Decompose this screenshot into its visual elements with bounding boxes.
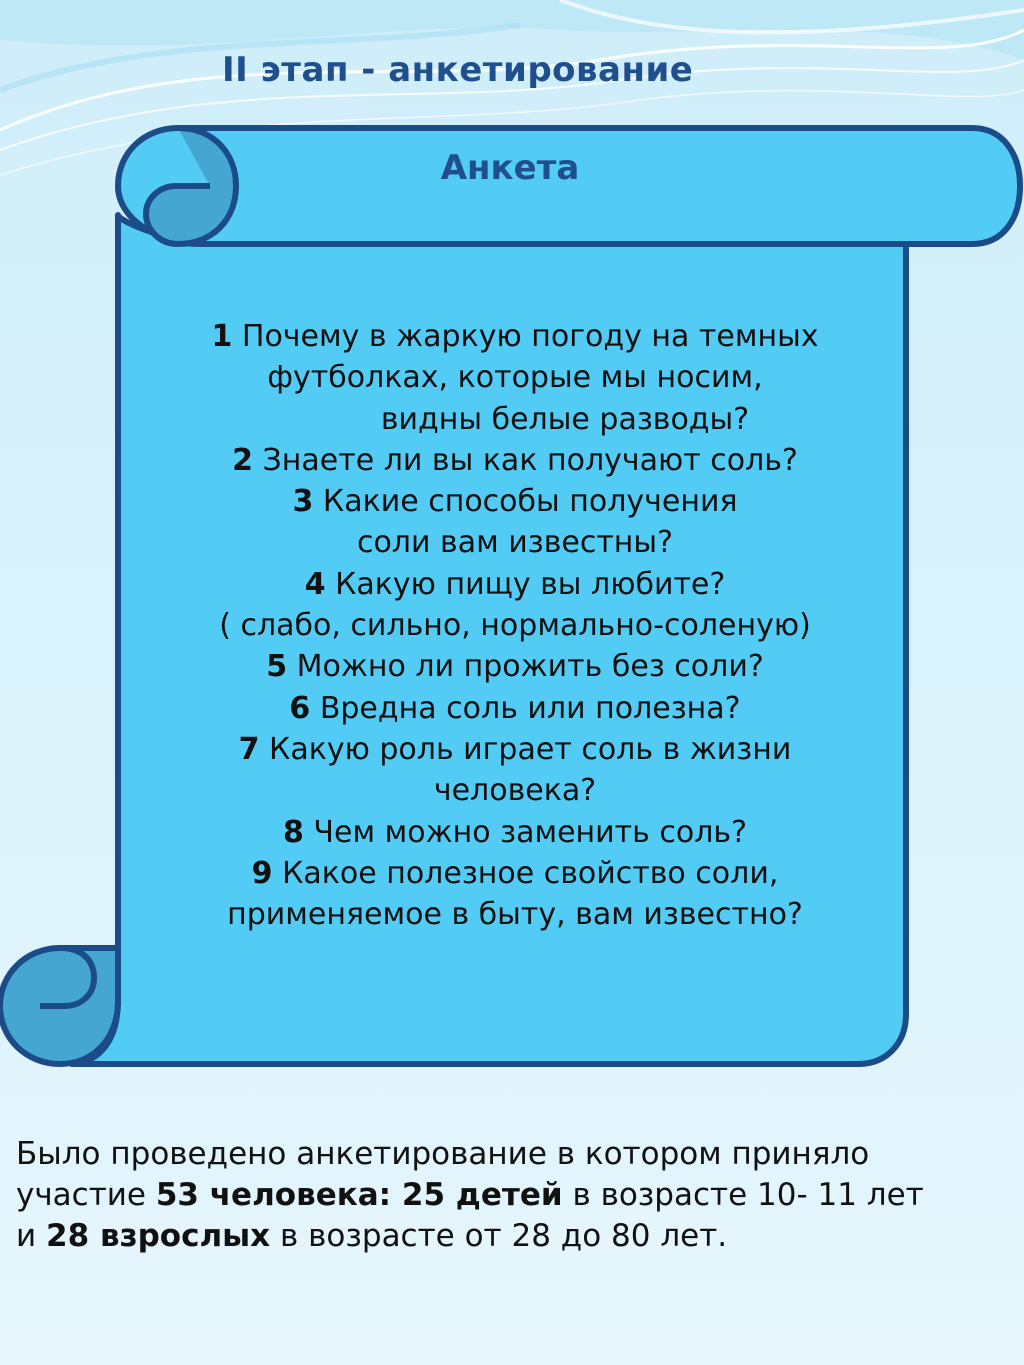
question-text: соли вам известны? [356, 525, 674, 561]
question-number: 5 [266, 649, 288, 685]
summary-text: в возрасте 10- 11 лет [562, 1177, 924, 1213]
question-9 [150, 853, 880, 894]
summary-line-2 [16, 1175, 1016, 1216]
slide-title: II этап - анкетирование [222, 50, 694, 90]
question-text: ( слабо, сильно, нормально-соленую) [219, 608, 811, 644]
question-text: применяемое в быту, вам известно? [227, 897, 803, 933]
summary-text: участие [16, 1177, 156, 1213]
question-text: Какую пищу вы любите? [335, 566, 726, 602]
summary-text: в возрасте от 28 до 80 лет. [270, 1218, 728, 1254]
question-number: 3 [292, 484, 314, 520]
questionnaire-list [150, 316, 880, 935]
question-number: 1 [211, 319, 233, 354]
question-3 [150, 481, 880, 522]
question-text: Знаете ли вы как получают соль? [262, 442, 798, 478]
question-number: 2 [232, 442, 253, 478]
question-number: 7 [238, 731, 260, 767]
question-text: Чем можно заменить соль? [313, 814, 747, 850]
question-6 [150, 688, 880, 729]
question-text: Какие способы получения [322, 484, 738, 520]
question-text: Вредна соль или полезна? [319, 690, 741, 726]
question-text: Какое полезное свойство соли, [282, 855, 779, 891]
question-text: футболках, которые мы носим, [267, 360, 763, 396]
question-text: Можно ли прожить без соли? [296, 649, 764, 685]
summary-text: и [16, 1218, 47, 1254]
question-7 [150, 729, 880, 770]
summary-line-1: Было проведено анкетирование в котором приняло [16, 1136, 870, 1172]
question-number: 6 [289, 690, 311, 726]
question-number: 4 [304, 566, 326, 602]
question-8 [150, 812, 880, 853]
survey-summary [16, 1134, 1016, 1257]
question-text: Какую роль играет соль в жизни [269, 731, 792, 767]
question-5 [150, 646, 880, 687]
question-number: 9 [251, 855, 273, 891]
question-text: Почему в жаркую погоду на темных [241, 319, 819, 354]
question-text: человека? [433, 773, 597, 809]
question-1 [150, 316, 880, 357]
scroll-heading: Анкета [440, 148, 580, 188]
question-text: видны белые разводы? [380, 401, 750, 437]
adults-count: 28 взрослых [46, 1218, 271, 1254]
summary-line-3 [16, 1216, 1016, 1257]
question-2 [150, 440, 880, 481]
question-number: 8 [283, 814, 304, 850]
participants-count: 53 человека: 25 детей [155, 1177, 563, 1213]
question-4 [150, 564, 880, 605]
